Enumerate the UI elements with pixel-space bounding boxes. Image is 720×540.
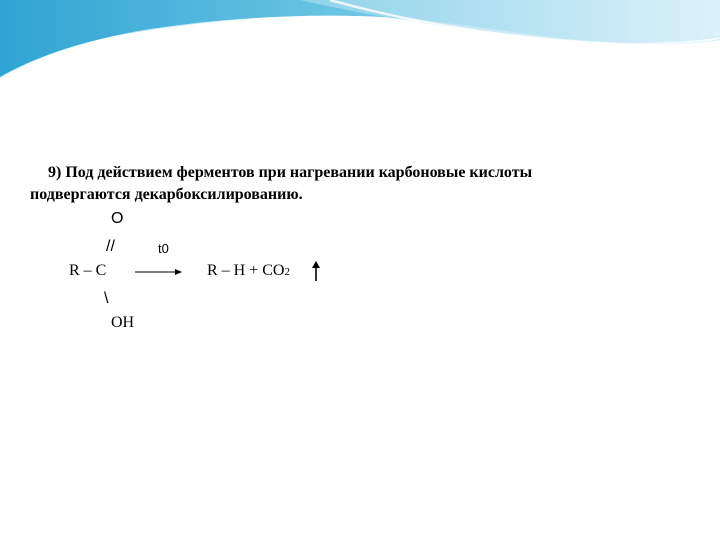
single-bond: \ <box>104 290 109 307</box>
decorative-wave-banner <box>0 0 720 90</box>
reactant-formula: R – C <box>69 262 107 279</box>
reaction-arrow-icon <box>135 266 183 276</box>
gas-evolution-arrow-icon <box>311 261 321 281</box>
double-bond: // <box>106 238 115 255</box>
hydroxyl-group: OH <box>111 314 135 331</box>
oxygen-atom: O <box>111 210 124 227</box>
product-subscript: 2 <box>284 266 290 278</box>
heading-line-1: 9) Под действием ферментов при нагревании карбоновые кислоты <box>48 164 533 181</box>
product-formula <box>207 262 290 281</box>
reaction-condition: t0 <box>158 241 169 256</box>
product-text: R – H + CO <box>207 262 285 279</box>
slide-heading <box>30 162 670 206</box>
heading-line-2: подвергаются декарбоксилированию. <box>30 186 303 203</box>
